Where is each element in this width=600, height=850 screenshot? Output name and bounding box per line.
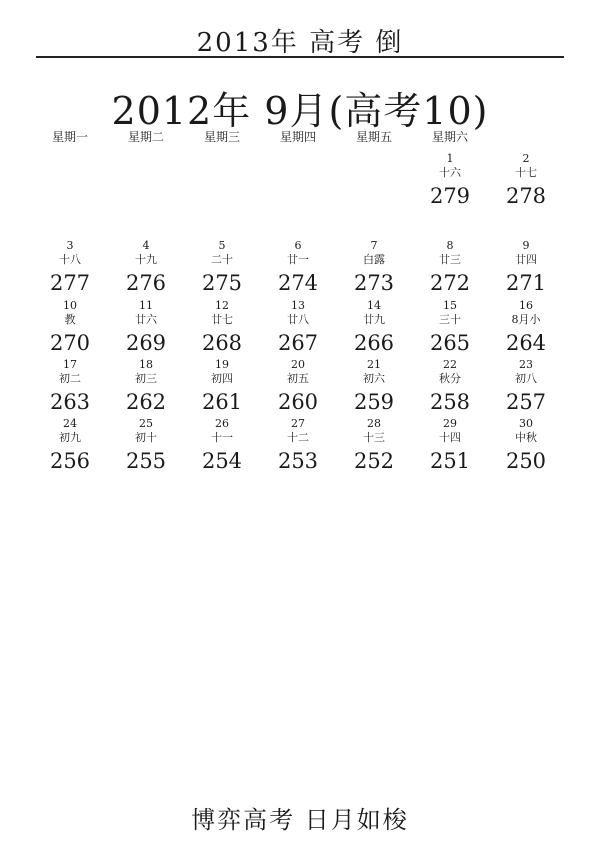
day-number: 10: [63, 299, 77, 312]
countdown-days: 269: [125, 331, 167, 355]
lunar-date: 廿九: [363, 313, 385, 326]
calendar-day-cell: [184, 299, 260, 355]
calendar-day-cell: [412, 239, 488, 295]
countdown-days: 275: [201, 271, 243, 295]
calendar-day-cell: [108, 239, 184, 295]
calendar-day-cell: [32, 358, 108, 414]
lunar-date: 廿四: [515, 253, 537, 266]
calendar-day-cell: [260, 417, 336, 473]
countdown-days: 261: [201, 390, 243, 414]
countdown-days: 277: [49, 271, 91, 295]
calendar-grid: [32, 152, 564, 552]
lunar-date: 廿七: [211, 313, 233, 326]
lunar-date: 十八: [59, 253, 81, 266]
weekday-label: 星期四: [279, 130, 316, 144]
day-number: 11: [139, 299, 153, 312]
lunar-date: 初九: [59, 431, 81, 444]
calendar-day-cell: [488, 152, 564, 208]
day-number: 15: [443, 299, 457, 312]
calendar-day-cell: [336, 299, 412, 355]
lunar-date: 8月小: [511, 313, 541, 326]
countdown-days: 257: [505, 390, 547, 414]
weekday-header-row: [32, 128, 564, 148]
day-number: 13: [291, 299, 305, 312]
lunar-date: 初六: [363, 372, 385, 385]
countdown-days: 260: [277, 390, 319, 414]
calendar-day-cell: [108, 358, 184, 414]
page-header-title: 2013年 高考 倒: [196, 28, 404, 58]
calendar-day-cell: [412, 358, 488, 414]
calendar-day-cell: [488, 358, 564, 414]
day-number: 9: [522, 239, 530, 252]
day-number: 26: [215, 417, 229, 430]
lunar-date: 初五: [287, 372, 309, 385]
day-number: 8: [446, 239, 454, 252]
calendar-day-cell: [488, 417, 564, 473]
countdown-days: 268: [201, 331, 243, 355]
day-number: 20: [291, 358, 305, 371]
countdown-days: 278: [505, 184, 547, 208]
weekday-label: 星期一: [51, 130, 88, 144]
countdown-days: 272: [429, 271, 471, 295]
day-number: 19: [215, 358, 229, 371]
lunar-date: 初三: [135, 372, 157, 385]
calendar-day-cell: [184, 358, 260, 414]
day-number: 23: [519, 358, 533, 371]
countdown-days: 256: [49, 449, 91, 473]
lunar-date: 十六: [439, 166, 461, 179]
calendar-day-cell: [260, 299, 336, 355]
day-number: 5: [218, 239, 226, 252]
countdown-days: 255: [125, 449, 167, 473]
lunar-date: 廿八: [287, 313, 309, 326]
day-number: 7: [370, 239, 378, 252]
calendar-day-cell: [412, 417, 488, 473]
day-number: 6: [294, 239, 302, 252]
day-number: 29: [443, 417, 457, 430]
day-number: 12: [215, 299, 229, 312]
lunar-date: 二十: [211, 253, 233, 266]
lunar-date: 白露: [363, 253, 385, 266]
day-number: 25: [139, 417, 153, 430]
lunar-date: 中秋: [515, 431, 537, 444]
countdown-days: 264: [505, 331, 547, 355]
day-number: 27: [291, 417, 305, 430]
weekday-label: 星期三: [203, 130, 240, 144]
calendar-day-cell: [260, 239, 336, 295]
lunar-date: 初十: [135, 431, 157, 444]
lunar-date: 初二: [59, 372, 81, 385]
lunar-date: 十一: [211, 431, 233, 444]
day-number: 30: [519, 417, 533, 430]
countdown-days: 273: [353, 271, 395, 295]
calendar-day-cell: [32, 417, 108, 473]
header-divider: [36, 56, 564, 58]
day-number: 4: [142, 239, 150, 252]
calendar-day-cell: [108, 417, 184, 473]
calendar-day-cell: [32, 299, 108, 355]
day-number: 2: [522, 152, 530, 165]
lunar-date: 廿三: [439, 253, 461, 266]
countdown-days: 271: [505, 271, 547, 295]
weekday-label: 星期六: [431, 130, 468, 144]
countdown-days: 259: [353, 390, 395, 414]
day-number: 18: [139, 358, 153, 371]
lunar-date: 十三: [363, 431, 385, 444]
calendar-day-cell: [336, 417, 412, 473]
day-number: 24: [63, 417, 77, 430]
calendar-day-cell: [488, 299, 564, 355]
countdown-days: 266: [353, 331, 395, 355]
calendar-day-cell: [32, 239, 108, 295]
lunar-date: 十九: [135, 253, 157, 266]
countdown-days: 270: [49, 331, 91, 355]
countdown-days: 263: [49, 390, 91, 414]
countdown-days: 279: [429, 184, 471, 208]
lunar-date: 廿六: [135, 313, 157, 326]
lunar-date: 初八: [515, 372, 537, 385]
lunar-date: 秋分: [439, 372, 461, 385]
lunar-date: 教: [64, 313, 76, 326]
countdown-days: 251: [429, 449, 471, 473]
day-number: 22: [443, 358, 457, 371]
weekday-label: 星期二: [127, 130, 164, 144]
lunar-date: 初四: [211, 372, 233, 385]
countdown-days: 252: [353, 449, 395, 473]
countdown-days: 265: [429, 331, 471, 355]
calendar-day-cell: [412, 152, 488, 208]
calendar-day-cell: [108, 299, 184, 355]
countdown-days: 253: [277, 449, 319, 473]
countdown-days: 258: [429, 390, 471, 414]
day-number: 3: [66, 239, 74, 252]
lunar-date: 三十: [439, 313, 461, 326]
calendar-day-cell: [412, 299, 488, 355]
weekday-label: 星期五: [355, 130, 392, 144]
day-number: 1: [446, 152, 454, 165]
countdown-days: 250: [505, 449, 547, 473]
day-number: 14: [367, 299, 381, 312]
countdown-days: 262: [125, 390, 167, 414]
day-number: 16: [519, 299, 533, 312]
calendar-day-cell: [336, 358, 412, 414]
day-number: 28: [367, 417, 381, 430]
calendar-day-cell: [336, 239, 412, 295]
calendar-day-cell: [184, 417, 260, 473]
calendar-day-cell: [260, 358, 336, 414]
lunar-date: 廿一: [287, 253, 309, 266]
day-number: 21: [367, 358, 381, 371]
day-number: 17: [63, 358, 77, 371]
countdown-days: 276: [125, 271, 167, 295]
calendar-day-cell: [488, 239, 564, 295]
lunar-date: 十二: [287, 431, 309, 444]
lunar-date: 十四: [439, 431, 461, 444]
countdown-days: 254: [201, 449, 243, 473]
page-footer-slogan: 博弈高考 日月如梭: [191, 806, 409, 834]
calendar-month-title: 2012年 9月(高考10): [111, 89, 489, 133]
lunar-date: 十七: [515, 166, 537, 179]
countdown-days: 267: [277, 331, 319, 355]
calendar-day-cell: [184, 239, 260, 295]
countdown-days: 274: [277, 271, 319, 295]
